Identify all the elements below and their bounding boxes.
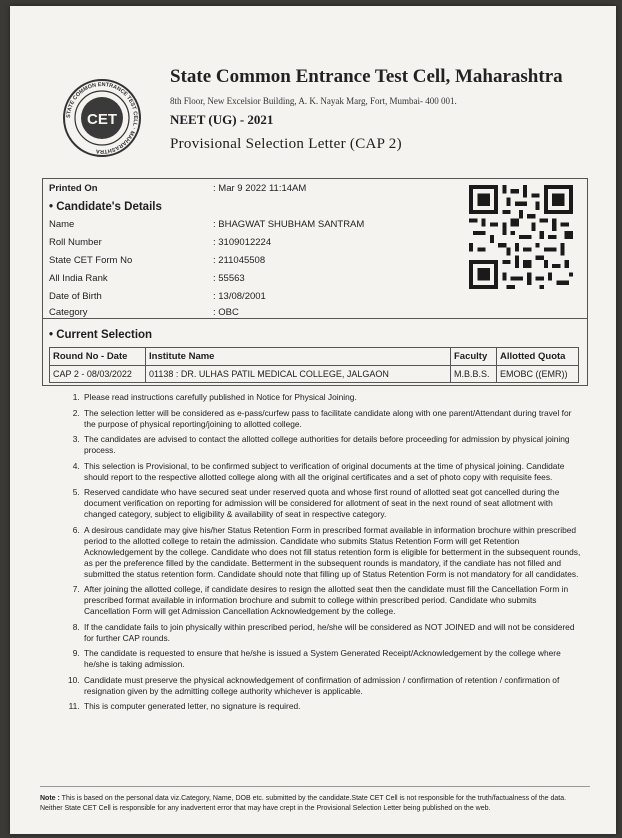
selection-table xyxy=(49,347,579,383)
instruction-item: 9. The candidate is requested to ensure that he/she is issued a System Generated Receipt/Acknowledgement by the college where he/she is taking admission. xyxy=(82,648,584,670)
header-text-block xyxy=(170,66,563,153)
instruction-item: 7. After joining the allotted college, if candidate desires to resign the allotted seat then the candidate must fill the Cancellation Form in prescribed format available in information brochure and submit to college within prescribed period. Candidate who submits Cancellation Form will get Admission Cancellation Acknowledgement by the college. xyxy=(82,584,584,617)
column-header: Institute Name xyxy=(146,348,451,366)
field-label: All India Rank xyxy=(49,273,108,284)
field-label: Roll Number xyxy=(49,237,102,248)
column-header: Allotted Quota xyxy=(497,348,579,366)
exam-name: NEET (UG) - 2021 xyxy=(170,112,274,127)
field-label: Name xyxy=(49,219,75,230)
printed-on-value: : Mar 9 2022 11:14AM xyxy=(213,183,307,194)
instruction-item: 10. Candidate must preserve the physical acknowledgement of confirmation of admission / confirmation of retention / confirmation of resignation given by the admitting college authority whichever is applicable. xyxy=(82,675,584,697)
current-selection-heading: • Current Selection xyxy=(49,329,153,341)
organisation-title: State Common Entrance Test Cell, Maharashtra xyxy=(170,66,563,87)
field-label: State CET Form No xyxy=(49,255,133,266)
printed-on-label: Printed On xyxy=(49,183,98,194)
instruction-item: 5. Reserved candidate who have secured seat under reserved quota and whose first round of allotted seat got cancelled during the document verification on reporting for admission will be considered for allotment of seat in the next round of seat allotment with changed category, subject to eligibility & availability of seat in respective category. xyxy=(82,487,584,520)
logo-ring-text: STATE COMMON ENTRANCE TEST CELL · MAHARASHTRA xyxy=(65,81,139,155)
instruction-item: 2. The selection letter will be considered as e-pass/curfew pass to facilitate candidate along with one parent/Attendant during travel for the purpose of physical reporting/joining to allotted college. xyxy=(82,408,584,430)
table-header-row xyxy=(50,348,579,366)
letter-title: Provisional Selection Letter (CAP 2) xyxy=(170,136,402,152)
candidate-details-box xyxy=(42,178,588,318)
disclaimer-note xyxy=(40,794,590,814)
instruction-item: 1. Please read instructions carefully published in Notice for Physical Joining. xyxy=(82,392,584,403)
note-label: Note : xyxy=(40,795,60,802)
selection-letter-page xyxy=(10,6,616,834)
field-value: : OBC xyxy=(213,307,239,318)
institute-cell: 01138 : DR. ULHAS PATIL MEDICAL COLLEGE, JALGAON xyxy=(146,366,451,383)
field-value: : 211045508 xyxy=(213,255,266,266)
instruction-item: 8. If the candidate fails to join physically within prescribed period, he/she will be considered as NOT JOINED and will not be considered for further CAP rounds. xyxy=(82,622,584,644)
instructions-list xyxy=(66,392,584,717)
faculty-cell: M.B.B.S. xyxy=(451,366,497,383)
field-label: Date of Birth xyxy=(49,291,102,302)
note-text: This is based on the personal data viz.Category, Name, DOB etc. submitted by the candidate.State CET Cell is not responsible for the truth/factualness of the data. Neither State CET Cell is responsible for any inadvertent error that may have crept in the Provisional Selection Letter being published on the web. xyxy=(40,795,567,812)
field-value: : 13/08/2001 xyxy=(213,291,266,302)
field-value: : BHAGWAT SHUBHAM SANTRAM xyxy=(213,219,365,230)
current-selection-box xyxy=(42,318,588,386)
column-header: Faculty xyxy=(451,348,497,366)
candidate-details-heading: • Candidate's Details xyxy=(49,201,162,213)
qr-code-icon xyxy=(469,185,573,289)
instruction-item: 3. The candidates are advised to contact the allotted college authorities for details before proceeding for admission by physical joining process. xyxy=(82,434,584,456)
logo-text: CET xyxy=(87,111,117,128)
footer-divider xyxy=(40,786,590,787)
round-date-cell: CAP 2 - 08/03/2022 xyxy=(50,366,146,383)
quota-cell: EMOBC ((EMR)) xyxy=(497,366,579,383)
organisation-address: 8th Floor, New Excelsior Building, A. K. Nayak Marg, Fort, Mumbai- 400 001. xyxy=(170,96,457,106)
field-value: : 3109012224 xyxy=(213,237,272,248)
instruction-item: 4. This selection is Provisional, to be confirmed subject to verification of original documents at the time of physical joining. Candidate should report to the respective allotted college along with all the original certificates and a set of photo copy with requisite fees. xyxy=(82,461,584,483)
instruction-item: 11. This is computer generated letter, no signature is required. xyxy=(82,701,584,712)
table-row xyxy=(50,366,579,383)
field-label: Category xyxy=(49,307,88,318)
field-value: : 55563 xyxy=(213,273,245,284)
column-header: Round No - Date xyxy=(50,348,146,366)
letter-header xyxy=(50,66,576,176)
instruction-item: 6. A desirous candidate may give his/her Status Retention Form in prescribed format available in information brochure within prescribed period to the allotted college to retain the admission. Candidate who submits Status Retention Form will get Retention Acknowledgement by the college. Candidate who does not fill status retention form is eligible for betterment in the subsequent rounds, as per the preference filled by the candidate. Betterment in the subsequent rounds is mandatory, if the candiate has not filled and submitted the status retention form. Candidate should note that filling up of Status Retention Form is not mandatory for all candidates. xyxy=(82,525,584,580)
cet-logo-icon xyxy=(62,78,142,158)
